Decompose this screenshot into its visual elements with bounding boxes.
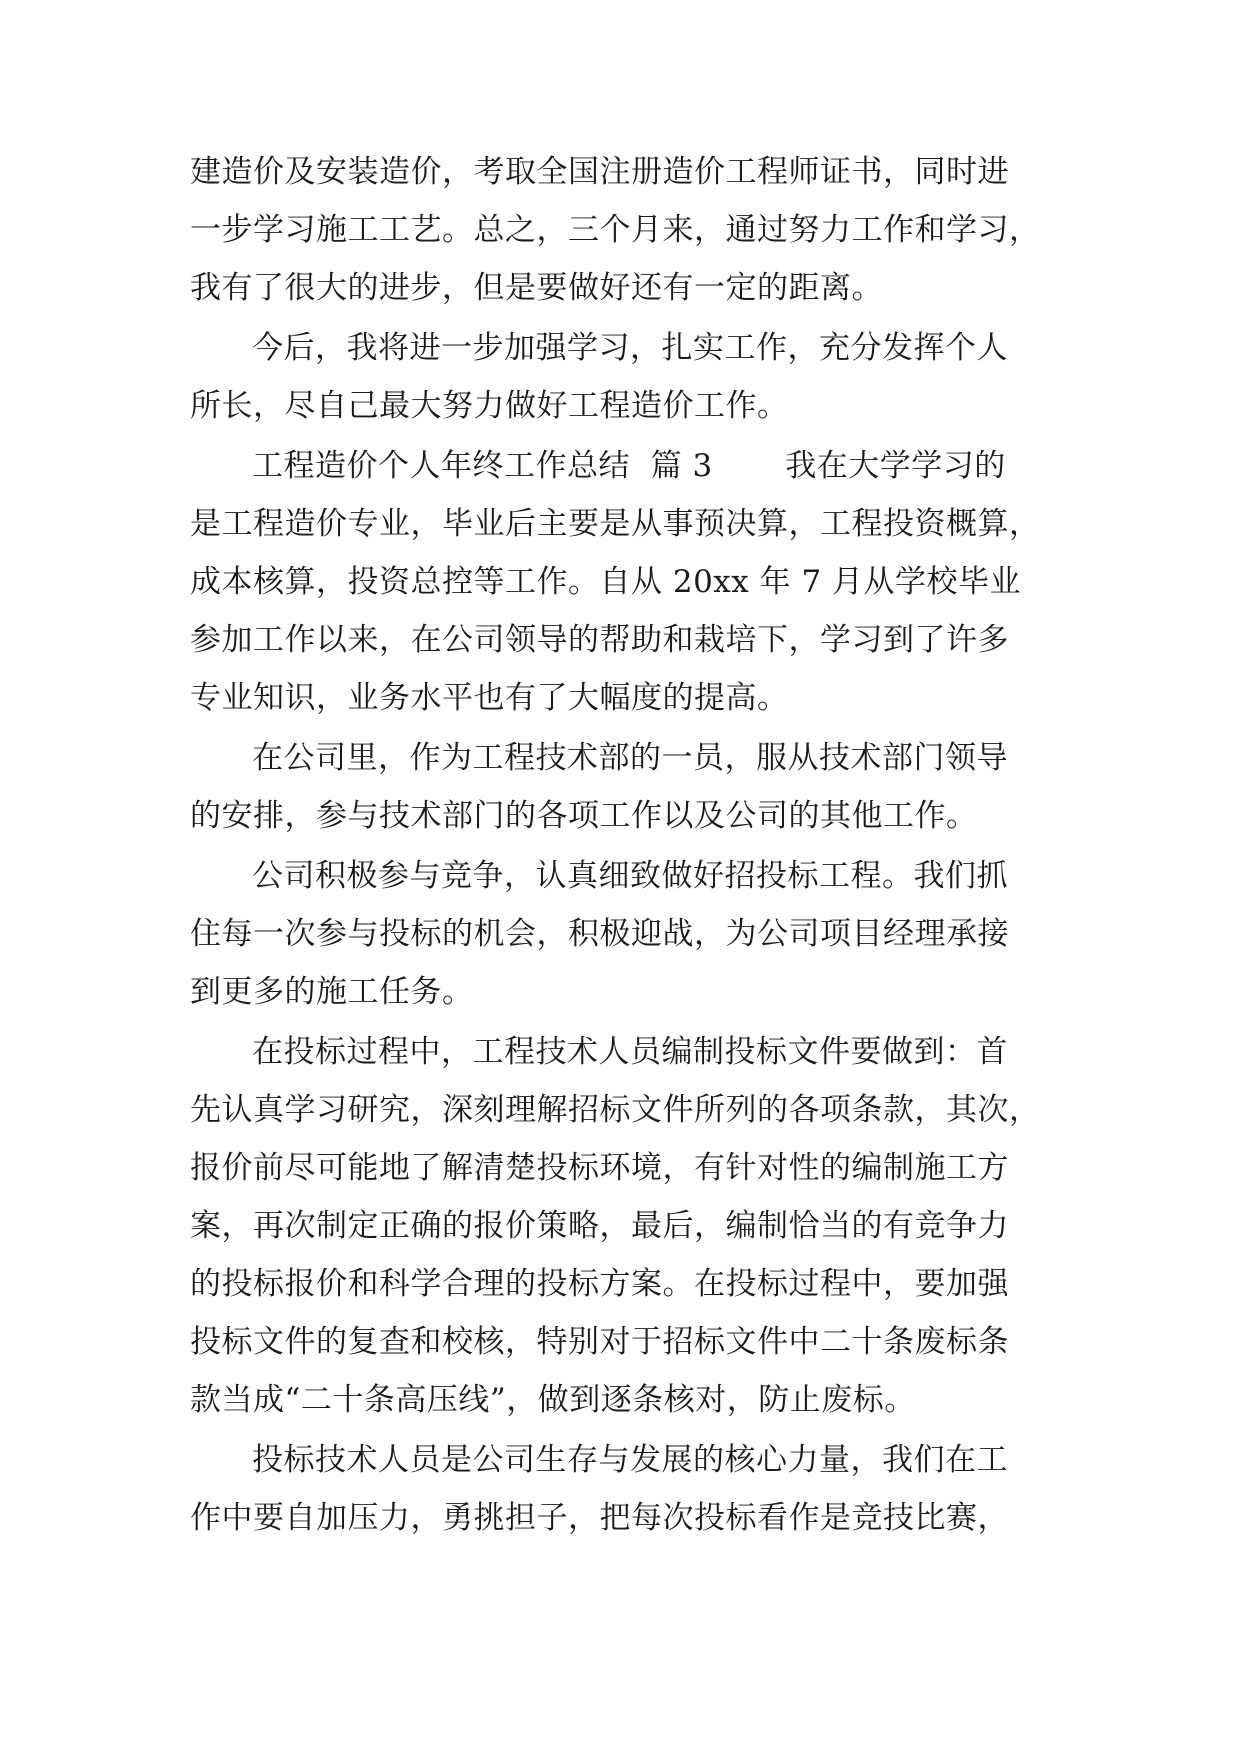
- paragraph-first-line: 在投标过程中，工程技术人员编制投标文件要做到：首: [252, 1034, 1008, 1070]
- text-line: 先认真学习研究，深刻理解招标文件所列的各项条款，其次，: [190, 1092, 1041, 1128]
- paragraph-first-line: 在公司里，作为工程技术部的一员，服从技术部门领导: [252, 740, 1008, 776]
- paragraph-first-line: 投标技术人员是公司生存与发展的核心力量，我们在工: [252, 1442, 1008, 1478]
- text-line: 一步学习施工工艺。总之，三个月来，通过努力工作和学习，: [190, 212, 1041, 248]
- section-heading-line: 工程造价个人年终工作总结 篇 3 我在大学学习的: [252, 448, 1006, 484]
- text-line: 的安排，参与技术部门的各项工作以及公司的其他工作。: [190, 798, 978, 834]
- paragraph-first-line: 公司积极参与竞争，认真细致做好招投标工程。我们抓: [252, 858, 1008, 894]
- paragraph-first-line: 今后，我将进一步加强学习，扎实工作，充分发挥个人: [252, 330, 1008, 366]
- text-line: 住每一次参与投标的机会，积极迎战，为公司项目经理承接: [190, 916, 1009, 952]
- text-line: 参加工作以来，在公司领导的帮助和栽培下，学习到了许多: [190, 622, 1009, 658]
- text-line: 所长，尽自己最大努力做好工程造价工作。: [190, 388, 789, 424]
- text-line: 成本核算，投资总控等工作。自从 20xx 年 7 月从学校毕业: [190, 564, 1022, 600]
- text-line: 案，再次制定正确的报价策略，最后，编制恰当的有竞争力: [190, 1208, 1009, 1244]
- text-line: 作中要自加压力，勇挑担子，把每次投标看作是竞技比赛，: [190, 1500, 1009, 1536]
- text-line: 报价前尽可能地了解清楚投标环境，有针对性的编制施工方: [190, 1150, 1009, 1186]
- text-line: 到更多的施工任务。: [190, 974, 474, 1010]
- text-line: 款当成“二十条高压线”，做到逐条核对，防止废标。: [190, 1382, 916, 1418]
- text-line: 的投标报价和科学合理的投标方案。在投标过程中，要加强: [190, 1266, 1009, 1302]
- text-line: 建造价及安装造价，考取全国注册造价工程师证书，同时进: [190, 154, 1009, 190]
- text-line: 投标文件的复查和校核，特别对于招标文件中二十条废标条: [190, 1324, 1009, 1360]
- text-line: 是工程造价专业，毕业后主要是从事预决算，工程投资概算，: [190, 506, 1041, 542]
- text-line: 我有了很大的进步，但是要做好还有一定的距离。: [190, 270, 883, 306]
- text-line: 专业知识，业务水平也有了大幅度的提高。: [190, 680, 789, 716]
